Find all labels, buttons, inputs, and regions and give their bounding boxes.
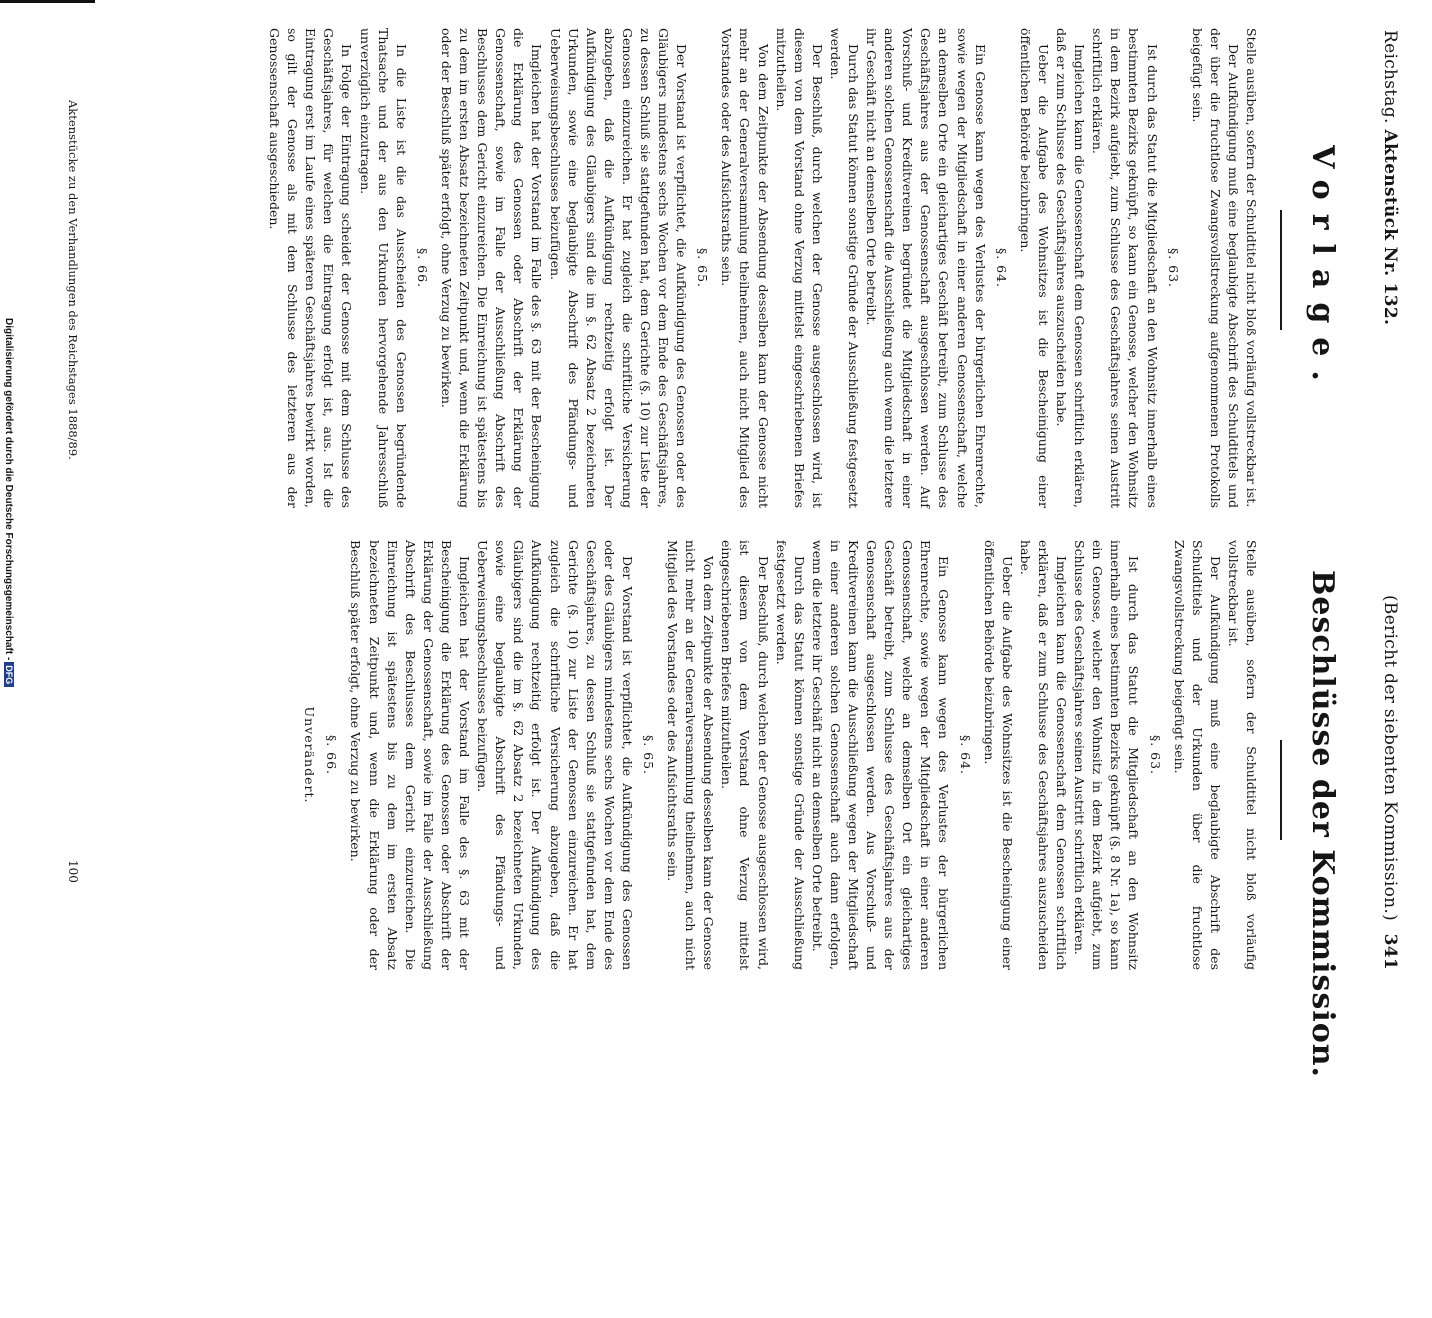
header-document-number: Aktenstück Nr. 132.	[1380, 129, 1400, 326]
unchanged-note: Unverändert.	[302, 706, 318, 804]
heading-beschluesse: Beschlüsse der Kommission.	[1305, 570, 1340, 1078]
column-beschluesse	[300, 540, 1260, 970]
section-number: §. 63.	[1165, 247, 1181, 289]
paragraph: In die Liste ist die das Ausscheiden des Genossen begründende Thatsache und der aus den Urkunden hervorgehende Jahresschluß unverzüglich einzutragen.	[357, 28, 409, 508]
footnote: Aktenstücke zu den Verhandlungen des Reichstages 1888/89.	[66, 100, 80, 460]
section-number: §. 65.	[695, 247, 711, 289]
paragraph: In Folge der Eintragung scheidet der Genosse mit dem Schlusse des Geschäftsjahres, für welchen die Eintragung erfolgt ist, aus. Ist die Eintragung erst im Laufe eines späteren Geschäftsjahres bewirkt worden, so gilt der Genosse als mit dem Schlusse des letzteren aus der Genossenschaft ausgeschieden.	[267, 28, 355, 508]
header-left	[1380, 30, 1400, 325]
paragraph: Imgleichen kann die Genossenschaft dem Genossen schriftlich erklären, daß er zum Schlusse des Geschäftsjahres auszuscheiden habe.	[1017, 540, 1070, 970]
section-number: §. 66.	[414, 247, 430, 289]
paragraph: Ueber die Aufgabe des Wohnsitzes ist die Bescheinigung einer öffentlichen Behörde beizubringen.	[981, 540, 1015, 970]
column-vorlage	[265, 28, 1260, 508]
paragraph: Ueber die Aufgabe des Wohnsitzes ist die Bescheinigung einer öffentlichen Behörde beizubringen.	[1017, 28, 1051, 508]
header-report-title: (Bericht der siebenten Kommission.)	[1380, 595, 1400, 922]
section-number: §. 66.	[324, 734, 340, 776]
paragraph: Imgleichen hat der Vorstand im Falle des §. 63 mit der Bescheinigung die Erklärung des Genossen oder Abschrift der Erklärung der Genossenschaft, sowie im Falle der Ausschließung Abschrift des Beschlusses dem Gericht einzureichen. Die Einreichung ist spätestens bis zu dem im ersten Absatz bezeichneten Zeitpunkt und, wenn die Erklärung oder der Beschluß später erfolgt, ohne Verzug zu bewirken.	[438, 28, 545, 508]
paragraph: Von dem Zeitpunkte der Absendung desselben kann der Genosse nicht mehr an der Generalversammlung theilnehmen, auch nicht Mitglied des Vorstandes oder des Aufsichtsraths sein.	[719, 28, 771, 508]
paragraph: Imgleichen hat der Vorstand im Falle des §. 63 mit der Bescheinigung die Erklärung des Genossen oder Abschrift der Erklärung der Genossenschaft, sowie im Falle der Ausschließung Abschrift des Beschlusses dem Gericht einzureichen. Die Einreichung ist spätestens bis zu dem im ersten Absatz bezeichneten Zeitpunkt und, wenn die Erklärung oder der Beschluß später erfolgt, ohne Verzug zu bewirken.	[348, 540, 473, 970]
heading-rule-right	[1280, 740, 1282, 840]
paragraph: Ein Genosse kann wegen des Verlustes der bürgerlichen Ehrenrechte, sowie wegen der Mitgliedschaft in einer anderen Genossenschaft, welche an demselben Ort ein gleichartiges Geschäft betreibt, zum Schlusse des Geschäftsjahres aus der Genossenschaft ausgeschlossen werden. Aus Vorschuß- und Kreditvereinen kann die Ausschließung wegen der Mitgliedschaft in einer anderen solchen Genossenschaft auch dann erfolgen, wenn die letztere ihr Geschäft nicht an demselben Orte betreibt.	[809, 540, 952, 970]
paragraph: Der Vorstand ist verpflichtet, die Aufkündigung des Genossen oder des Gläubigers mindestens sechs Wochen vor dem Ende des Geschäftsjahres, zu dessen Schluß sie stattgefunden hat, dem Gerichte (§. 10) zur Liste der Genossen einzureichen. Er hat zugleich die schriftliche Versicherung abzugeben, daß die Aufkündigung rechtzeitig erfolgt ist. Der Aufkündigung des Gläubigers sind die im §. 62 Absatz 2 bezeichneten Urkunden, sowie eine beglaubigte Abschrift des Pfändungs- und Ueberweisungsbeschlusses beizufügen.	[475, 540, 635, 970]
paragraph: Ist durch das Statut die Mitgliedschaft an den Wohnsitz innerhalb eines bestimmten Bezirks geknüpft (§. 8 Nr. 1a), so kann ein Genosse, welcher den Wohnsitz in dem Bezirk aufgiebt, zum Schlusse des Geschäftsjahres seinen Austritt schriftlich erklären.	[1072, 540, 1142, 970]
header-prefix: Reichstag.	[1380, 30, 1400, 124]
dfg-credit	[3, 0, 14, 1318]
paragraph: Stelle ausüben, sofern der Schuldtitel nicht bloß vorläufig vollstreckbar ist.	[1244, 28, 1259, 508]
paragraph: Stelle ausüben, sofern der Schuldtitel nicht bloß vorläufig vollstreckbar ist.	[1225, 540, 1259, 970]
paragraph: Durch das Statut können sonstige Gründe der Ausschließung festgesetzt werden.	[773, 540, 807, 970]
section-number: §. 65.	[641, 734, 656, 776]
paragraph: Der Aufkündigung muß eine beglaubigte Abschrift des Schuldtitels und der Urkunden über die fruchtlose Zwangsvollstreckung beigefügt sein.	[1171, 540, 1223, 970]
heading-vorlage: Vorlage.	[1305, 145, 1340, 395]
sheet-number: 100	[66, 860, 80, 883]
paragraph: Der Vorstand ist verpflichtet, die Aufkündigung des Genossen oder des Gläubigers mindestens sechs Wochen vor dem Ende des Geschäftsjahres, zu dessen Schluß sie stattgefunden hat, dem Gerichte (§. 10) zur Liste der Genossen einzureichen. Er hat zugleich die schriftliche Versicherung abzugeben, daß die Aufkündigung rechtzeitig erfolgt ist. Der Aufkündigung des Gläubigers sind die im §. 62 Absatz 2 bezeichneten Urkunden, sowie eine beglaubigte Abschrift des Pfändungs- und Ueberweisungsbeschlusses beizufügen.	[547, 28, 690, 508]
scan-edge-mark	[0, 0, 95, 3]
section-number: §. 63.	[1147, 734, 1163, 776]
dfg-credit-text: Digitalisierung gefördert durch die Deutsche Forschungsgemeinschaft -	[3, 318, 14, 661]
paragraph: Durch das Statut können sonstige Gründe der Ausschließung festgesetzt werden.	[827, 28, 862, 508]
paragraph: Ist durch das Statut die Mitgliedschaft an den Wohnsitz innerhalb eines bestimmten Bezirks geknüpft, so kann ein Genosse, welcher den Wohnsitz in dem Bezirk aufgiebt, zum Schlusse des Geschäftsjahres seinen Austritt schriftlich erklären.	[1090, 28, 1160, 508]
paragraph: Imgleichen kann die Genossenschaft dem Genossen schriftlich erklären, daß er zum Schlusse des Geschäftsjahres auszuscheiden habe.	[1054, 28, 1088, 508]
page-number: 341	[1380, 933, 1400, 970]
section-number: §. 64.	[993, 247, 1009, 289]
dfg-logo: DFG	[4, 662, 14, 687]
paragraph: Ein Genosse kann wegen des Verlustes der bürgerlichen Ehrenrechte, sowie wegen der Mitgliedschaft in einer anderen Genossenschaft, welche an demselben Orte ein gleichartiges Geschäft betreibt, zum Schlusse des Geschäftsjahres aus der Genossenschaft ausgeschlossen werden. Auf Vorschuß- und Kreditvereinen begründet die Mitgliedschaft in einer anderen solchen Genossenschaft die Ausschließung auch wenn die letztere ihr Geschäft nicht an demselben Orte betreibt.	[864, 28, 988, 508]
paragraph: Von dem Zeitpunkte der Absendung desselben kann der Genosse nicht mehr an der Generalversammlung theilnehmen, auch nicht Mitglied des Vorstandes oder des Aufsichtsraths sein.	[665, 540, 717, 970]
paragraph: Der Aufkündigung muß eine beglaubigte Abschrift des Schuldtitels und der über die fruchtlose Zwangsvollstreckung aufgenommenen Protokolls beigefügt sein.	[1189, 28, 1241, 508]
page-header	[1370, 30, 1400, 970]
section-number: §. 64.	[957, 734, 973, 776]
heading-rule-left	[1280, 210, 1282, 330]
paragraph: Der Beschluß, durch welchen der Genosse ausgeschlossen wird, ist diesem von dem Vorstand ohne Verzug mittelst eingeschriebenen Briefes mitzutheilen.	[719, 540, 771, 970]
paragraph: Der Beschluß, durch welchen der Genosse ausgeschlossen wird, ist diesem von dem Vorstand ohne Verzug mittelst eingeschriebenen Briefes mitzutheilen.	[773, 28, 825, 508]
